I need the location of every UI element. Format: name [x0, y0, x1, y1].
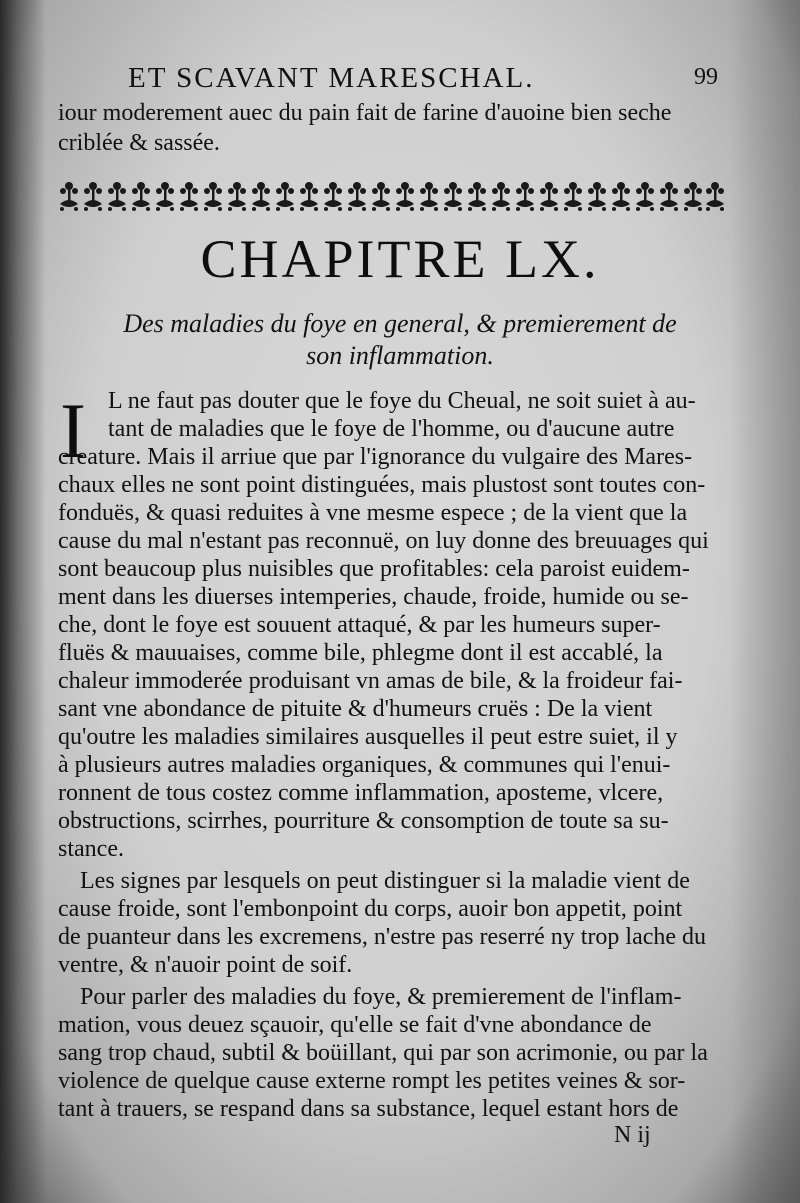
- gutter-shadow: [0, 0, 46, 1203]
- body-line: fluës & mauuaises, comme bile, phlegme dont il est accablé, la: [58, 640, 663, 666]
- signature-mark: N ij: [614, 1122, 651, 1148]
- chapter-subtitle-line: Des maladies du foye en general, & premierement de: [123, 309, 677, 338]
- chapter-subtitle-line: son inflammation.: [306, 341, 494, 370]
- running-title: ET SCAVANT MARESCHAL.: [128, 62, 535, 94]
- body-line: Pour parler des maladies du foye, & premierement de l'inflam-: [80, 984, 682, 1010]
- chapter-title: CHAPITRE LX.: [200, 229, 600, 289]
- body-line: cause froide, sont l'embonpoint du corps, auoir bon appetit, point: [58, 896, 683, 922]
- body-line: Les signes par lesquels on peut distinguer si la maladie vient de: [80, 868, 690, 894]
- body-line: L ne faut pas douter que le foye du Cheual, ne soit suiet à au-: [108, 388, 696, 414]
- fleuron-band: [58, 176, 726, 216]
- running-head: [108, 62, 718, 98]
- fleuron-ornament-icon: [58, 176, 726, 216]
- carryover-line: criblée & sassée.: [58, 130, 220, 156]
- drop-cap: I: [60, 387, 86, 474]
- body-line: chaux elles ne sont point distinguées, mais plustost sont toutes con-: [58, 472, 706, 498]
- body-line: de puanteur dans les excremens, n'estre pas reserré ny trop lache du: [58, 924, 707, 950]
- body-line: sang trop chaud, subtil & boüillant, qui par son acrimonie, ou par la: [58, 1040, 708, 1066]
- body-line: fonduës, & quasi reduites à vne mesme espece ; de la vient que la: [58, 500, 688, 526]
- body-line: mation, vous deuez sçauoir, qu'elle se fait d'vne abondance de: [58, 1012, 652, 1038]
- body-line: qu'outre les maladies similaires ausquelles il peut estre suiet, il y: [58, 724, 678, 750]
- page-number: 99: [694, 64, 718, 90]
- body-line: ment dans les diuerses intemperies, chaude, froide, humide ou se-: [58, 584, 689, 610]
- body-line: ronnent de tous costez comme inflammation, aposteme, vlcere,: [58, 780, 664, 806]
- body-line: violence de quelque cause externe rompt les petites veines & sor-: [58, 1068, 686, 1094]
- body-line: creature. Mais il arriue que par l'ignorance du vulgaire des Mares-: [58, 444, 693, 470]
- body-line: sant vne abondance de pituite & d'humeurs cruës : De la vient: [58, 696, 653, 722]
- body-line: tant à trauers, se respand dans sa substance, lequel estant hors de: [58, 1096, 679, 1122]
- carryover-line: iour moderement auec du pain fait de farine d'auoine bien seche: [58, 100, 672, 126]
- body-line: chaleur immoderée produisant vn amas de bile, & la froideur fai-: [58, 668, 683, 694]
- body-line: sont beaucoup plus nuisibles que profitables: cela paroist euidem-: [58, 556, 690, 582]
- body-line: ventre, & n'auoir point de soif.: [58, 952, 353, 978]
- body-line: cause du mal n'estant pas reconnuë, on luy donne des breuuages qui: [58, 528, 709, 554]
- body-line: obstructions, scirrhes, pourriture & consomption de toute sa su-: [58, 808, 669, 834]
- body-line: tant de maladies que le foye de l'homme, ou d'aucune autre: [108, 416, 675, 442]
- body-line: che, dont le foye est souuent attaqué, & par les humeurs super-: [58, 612, 661, 638]
- body-line: stance.: [58, 836, 124, 862]
- body-line: à plusieurs autres maladies organiques, & communes qui l'enui-: [58, 752, 671, 778]
